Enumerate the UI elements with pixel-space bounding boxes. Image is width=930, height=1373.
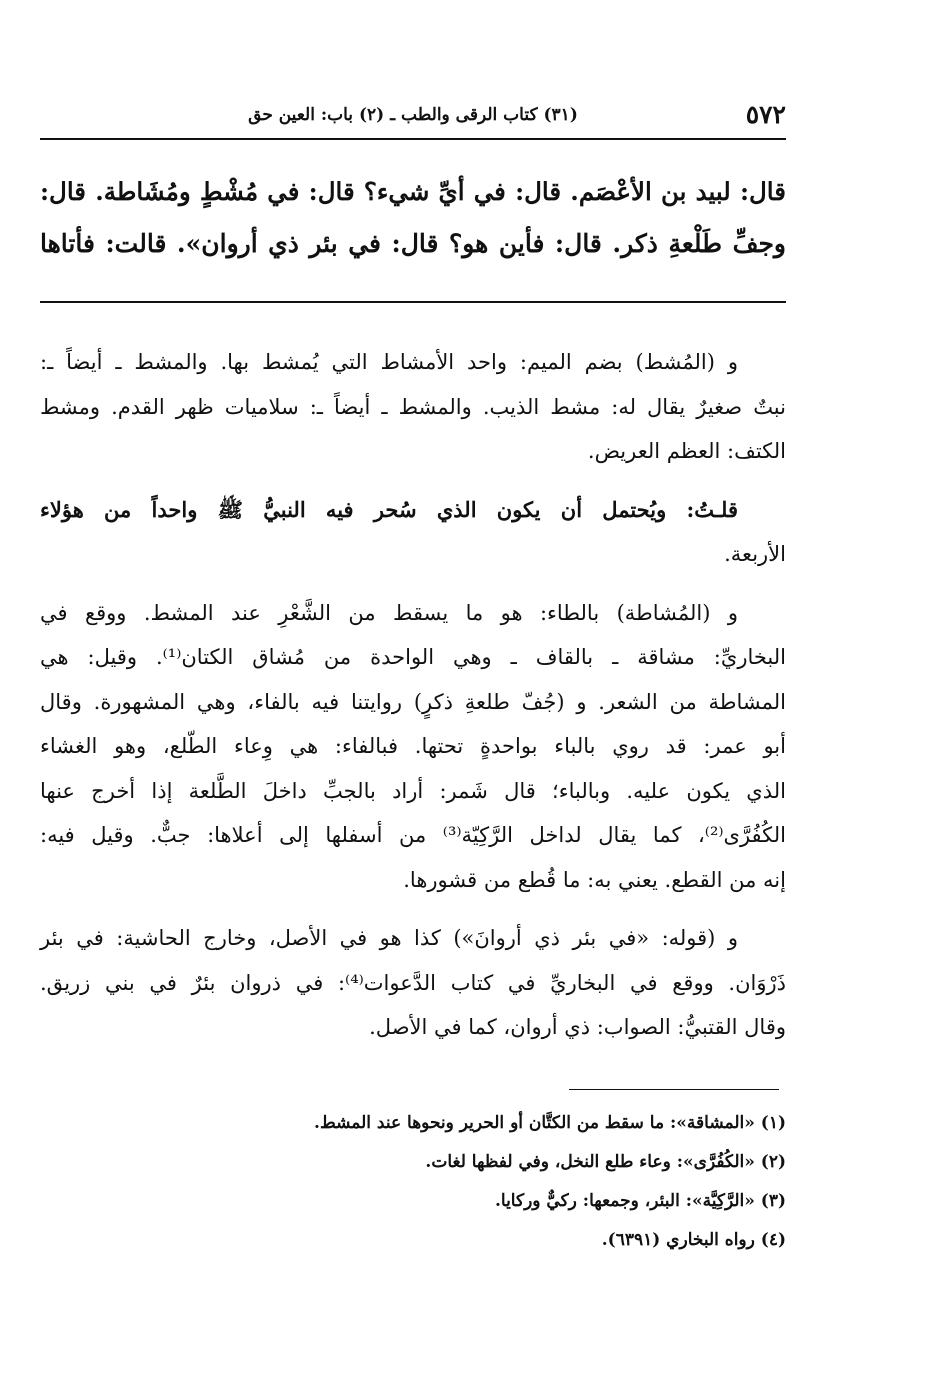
paragraph-line: نبتٌ صغيرٌ يقال له: مشط الذيب. والمشط ـ أيضاً ـ: سلاميات ظهر القدم. ومشط — [40, 394, 786, 419]
commentary-paragraph — [40, 488, 786, 577]
hadith-text — [40, 166, 786, 270]
hadith-line: وجفِّ طَلْعةِ ذكر. قال: فأين هو؟ قال: في بئر ذي أروان». قالت: فأتاها — [40, 229, 786, 258]
paragraph-line: وقال القتبيُّ: الصواب: ذي أروان، كما في الأصل. — [369, 1015, 786, 1039]
paragraph-line: و (المُشاطة) بالطاء: هو ما يسقط من الشَّعْرِ عند المشط. ووقع في — [40, 600, 738, 625]
footnote-3: (٣) «الرَّكِيَّة»: البئر، وجمعها: ركيٌّ وركايا. — [494, 1191, 786, 1211]
page-header — [40, 98, 786, 132]
paragraph-line: الذي يكون عليه. وبالباء؛ قال شَمر: أراد بالجبِّ داخلَ الطَّلعة إذا أخرج عنها — [40, 778, 786, 803]
paragraph-line: إنه من القطع. يعني به: ما قُطع من قشورها. — [403, 867, 786, 892]
page-number: ٥٧٢ — [745, 100, 786, 129]
paragraph-line: البخاريِّ: مشاقة ـ بالقاف ـ وهي الواحدة من مُشاق الكتان⁽¹⁾. وقيل: هي — [40, 645, 786, 669]
footnote-4: (٤) رواه البخاري (٦٣٩١). — [601, 1230, 786, 1250]
commentary-paragraph — [40, 591, 786, 903]
running-title: (٣١) كتاب الرقى والطب ـ (٢) باب: العين حق — [248, 105, 578, 125]
paragraph-line: الأربعة. — [724, 542, 786, 566]
footnote-1: (١) «المشاقة»: ما سقط من الكتَّان أو الحرير ونحوها عند المشط. — [314, 1113, 786, 1133]
paragraph-line: و (قوله: «في بئر ذي أروانَ») كذا هو في الأصل، وخارج الحاشية: في بئر — [40, 926, 738, 950]
paragraph-line: الكُفُرَّى⁽²⁾، كما يقال لداخل الرَّكِيّة⁽³⁾ من أسفلها إلى أعلاها: جبٌّ. وقيل فيه: — [40, 823, 786, 847]
paragraph-line: الكتف: العظم العريض. — [587, 439, 786, 463]
hadith-line: قال: لبيد بن الأعْصَم. قال: في أيِّ شيء؟ قال: في مُشْطٍ ومُشَاطة. قال: — [40, 177, 786, 206]
footnote-2: (٢) «الكُفُرَّى»: وعاء طلع النخل، وفي لفظها لغات. — [425, 1152, 786, 1172]
paragraph-line: و (المُشط) بضم الميم: واحد الأمشاط التي يُمشط بها. والمشط ـ أيضاً ـ: — [40, 350, 738, 374]
paragraph-line: قلـتُ: ويُحتمل أن يكون الذي سُحر فيه النبيُّ ﷺ واحداً من هؤلاء — [40, 496, 738, 522]
paragraph-line: المشاطة من الشعر. و (جُفّ طلعةِ ذكرٍ) روايتنا فيه بالفاء، وهي المشهورة. وقال — [40, 689, 786, 714]
paragraph-line: ذَرْوَان. ووقع في البخاريِّ في كتاب الدَّعوات⁽⁴⁾: في ذروان بئرٌ في بني زريق. — [40, 970, 786, 995]
section-divider — [40, 301, 786, 303]
commentary — [40, 340, 786, 1064]
commentary-paragraph — [40, 340, 786, 474]
paragraph-line: أبو عمر: قد روي بالباء بواحدةٍ تحتها. فبالفاء: هي وِعاء الطّلع، وهو الغشاء — [40, 734, 786, 758]
header-rule — [40, 138, 786, 140]
footnote-divider — [569, 1089, 779, 1090]
footnotes — [40, 1104, 786, 1260]
commentary-paragraph — [40, 916, 786, 1050]
